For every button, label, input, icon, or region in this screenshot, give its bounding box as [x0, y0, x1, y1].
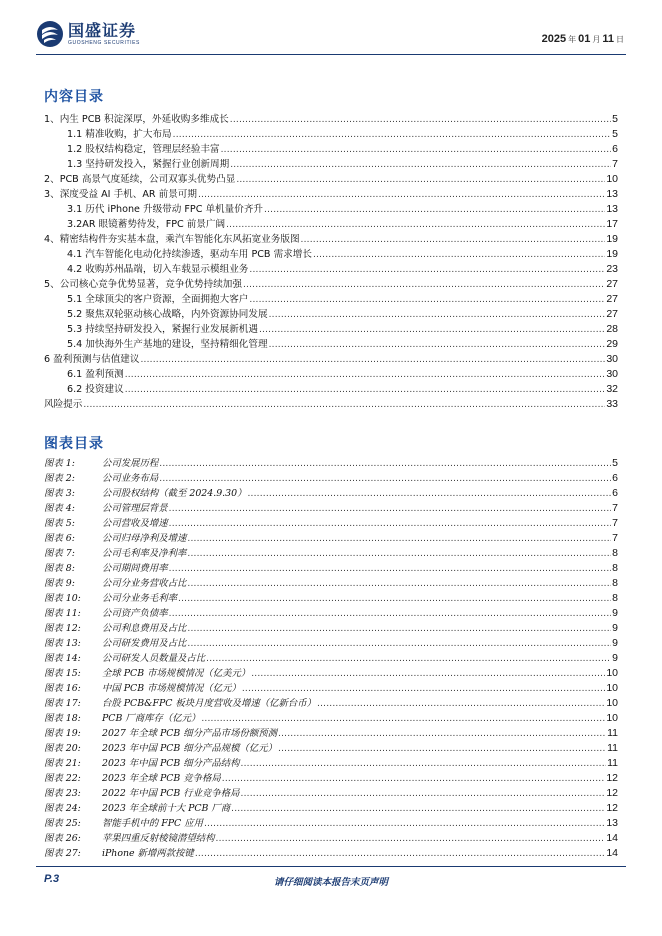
figure-entry-title	[44, 711, 200, 726]
page-number: P.3	[44, 873, 60, 885]
figure-number: 图表 16:	[44, 683, 81, 694]
toc-entry-page: 29	[606, 338, 618, 350]
figure-number: 图表 27:	[44, 848, 81, 859]
figure-entry-page: 8	[612, 547, 618, 559]
dot-leader	[195, 846, 606, 862]
figure-entry-page: 9	[612, 607, 618, 619]
figure-caption: 公司研发费用及占比	[102, 638, 187, 649]
dot-leader	[187, 576, 611, 592]
figure-entry-page: 10	[606, 667, 618, 679]
dot-leader	[159, 471, 611, 487]
figure-caption: 智能手机中的 FPC 应用	[102, 818, 203, 829]
dot-leader	[313, 247, 605, 263]
dot-leader	[230, 112, 611, 128]
toc-entry-page: 17	[606, 218, 618, 230]
figure-caption: 公司分业务营收占比	[102, 578, 187, 589]
dot-leader	[169, 561, 612, 577]
toc-entry[interactable]	[44, 337, 618, 352]
figure-caption: 公司业务布局	[102, 473, 159, 484]
toc-entry-label: 5.2 聚焦双轮驱动核心战略，内外资源协同发展	[67, 309, 268, 320]
figure-number: 图表 15:	[44, 668, 81, 679]
toc-entry[interactable]	[44, 142, 618, 157]
date-day-unit: 日	[616, 35, 624, 44]
toc-entry[interactable]	[44, 307, 618, 322]
toc-entry[interactable]	[44, 262, 618, 277]
figure-entry-page: 9	[612, 622, 618, 634]
figure-entry[interactable]	[44, 471, 618, 486]
figure-entry[interactable]	[44, 486, 618, 501]
figure-caption: PCB 厂商库存（亿元）	[102, 713, 201, 724]
toc-entry-label: 1.3 坚持研发投入，紧握行业创新周期	[67, 159, 230, 170]
figure-entry-title	[44, 606, 168, 621]
figure-number: 图表 3:	[44, 488, 75, 499]
dot-leader	[236, 172, 605, 188]
toc-entry[interactable]	[44, 232, 618, 247]
figure-entry-page: 9	[612, 652, 618, 664]
figure-caption: 公司股权结构（截至 2024.9.30）	[102, 488, 247, 499]
figure-number: 图表 14:	[44, 653, 81, 664]
figure-caption: 公司营收及增速	[102, 518, 168, 529]
figure-entry-page: 14	[606, 832, 618, 844]
figure-entry-page: 10	[606, 697, 618, 709]
figure-entry-page: 12	[606, 787, 618, 799]
figure-entry[interactable]	[44, 681, 618, 696]
figure-entry-page: 11	[607, 757, 618, 769]
figure-entry-title	[44, 591, 177, 606]
figure-entry-title	[44, 456, 158, 471]
figure-entry[interactable]	[44, 771, 618, 786]
date-year: 2025	[541, 33, 567, 45]
toc-entry-page: 19	[606, 248, 618, 260]
figure-number: 图表 20:	[44, 743, 81, 754]
dot-leader	[259, 322, 605, 338]
figure-entry-title	[44, 471, 158, 486]
dot-leader	[173, 127, 612, 143]
dot-leader	[230, 157, 611, 173]
figure-caption: 2023 年中国 PCB 细分产品规模（亿元）	[102, 743, 278, 754]
dot-leader	[125, 382, 606, 398]
figure-caption: 2023 年全球 PCB 竞争格局	[102, 773, 221, 784]
figure-entry-title	[44, 786, 240, 801]
page-header	[0, 0, 662, 56]
figure-entry-title	[44, 546, 186, 561]
toc-entry[interactable]	[44, 112, 618, 127]
toc-heading: 内容目录	[44, 89, 104, 105]
header-divider	[36, 54, 626, 55]
toc-entry-label: 1、内生 PCB 积淀深厚，外延收购多维成长	[44, 114, 229, 125]
dot-leader	[204, 816, 605, 832]
figure-number: 图表 1:	[44, 458, 75, 469]
figure-entry-title	[44, 801, 230, 816]
toc-entry-page: 13	[606, 188, 618, 200]
dot-leader	[301, 232, 606, 248]
toc-entry[interactable]	[44, 127, 618, 142]
figure-entry[interactable]	[44, 636, 618, 651]
figure-entry-title	[44, 741, 277, 756]
figure-number: 图表 19:	[44, 728, 81, 739]
figure-number: 图表 21:	[44, 758, 81, 769]
figure-number: 图表 22:	[44, 773, 81, 784]
figure-entry[interactable]	[44, 831, 618, 846]
toc-entry[interactable]	[44, 322, 618, 337]
figure-entry[interactable]	[44, 606, 618, 621]
figure-caption: 2023 年中国 PCB 细分产品结构	[102, 758, 240, 769]
figure-entry-title	[44, 576, 186, 591]
figure-entry[interactable]	[44, 531, 618, 546]
figure-caption: 台股 PCB&FPC 板块月度营收及增速（亿新台币）	[102, 698, 317, 709]
figure-entry-title	[44, 681, 241, 696]
figure-entry[interactable]	[44, 501, 618, 516]
figure-number: 图表 12:	[44, 623, 81, 634]
toc-entry-label: 5、公司核心竞争优势显著，竞争优势持续加强	[44, 279, 242, 290]
figure-entry[interactable]	[44, 846, 618, 861]
toc-entry-label: 5.3 持续坚持研发投入，紧握行业发展新机遇	[67, 324, 258, 335]
dot-leader	[269, 337, 606, 353]
dot-leader	[187, 531, 611, 547]
dot-leader	[231, 801, 605, 817]
dot-leader	[241, 786, 606, 802]
toc-entry-page: 19	[606, 233, 618, 245]
dot-leader	[169, 606, 612, 622]
toc-entry-label: 5.4 加快海外生产基地的建设，坚持精细化管理	[67, 339, 268, 350]
figure-entry[interactable]	[44, 546, 618, 561]
figure-entry-page: 11	[607, 742, 618, 754]
figure-caption: 公司利息费用及占比	[102, 623, 187, 634]
figure-number: 图表 6:	[44, 533, 75, 544]
footer-divider	[36, 866, 626, 867]
dot-leader	[278, 741, 606, 757]
toc-entry-label: 1.2 股权结构稳定，管理层经验丰富	[67, 144, 220, 155]
figure-caption: 中国 PCB 市场规模情况（亿元）	[102, 683, 241, 694]
figure-list-heading: 图表目录	[44, 436, 104, 452]
dot-leader	[169, 501, 612, 517]
figure-entry[interactable]	[44, 516, 618, 531]
toc-entry-page: 27	[606, 278, 618, 290]
logo-english-name: GUOSHENG SECURITIES	[68, 39, 140, 46]
toc-entry[interactable]	[44, 382, 618, 397]
figure-caption: 全球 PCB 市场规模情况（亿美元）	[102, 668, 251, 679]
figure-entry[interactable]	[44, 801, 618, 816]
company-logo	[36, 20, 140, 48]
figure-number: 图表 2:	[44, 473, 75, 484]
figure-entry-title	[44, 501, 168, 516]
figure-caption: 公司管理层背景	[102, 503, 168, 514]
figure-entry-page: 13	[606, 817, 618, 829]
guosheng-logo-icon	[36, 20, 64, 48]
figure-entry-page: 8	[612, 592, 618, 604]
figure-entry-title	[44, 846, 194, 861]
toc-entry-page: 33	[606, 398, 618, 410]
toc-entry-page: 5	[612, 113, 618, 125]
logo-chinese-name: 国盛证券	[68, 20, 137, 40]
figure-number: 图表 4:	[44, 503, 75, 514]
dot-leader	[247, 486, 611, 502]
toc-entry-page: 30	[606, 368, 618, 380]
toc-entry-label: 3、深度受益 AI 手机、AR 前景可期	[44, 189, 197, 200]
figure-entry-page: 8	[612, 562, 618, 574]
dot-leader	[198, 187, 605, 203]
figure-number: 图表 25:	[44, 818, 81, 829]
toc-entry-page: 6	[612, 143, 618, 155]
figure-caption: iPhone 新增两款按键	[102, 848, 194, 859]
toc-entry-label: 4.2 收购苏州晶端，切入车载显示模组业务	[67, 264, 249, 275]
dot-leader	[141, 352, 606, 368]
figure-entry-page: 7	[612, 532, 618, 544]
dot-leader	[187, 621, 611, 637]
figure-entry-title	[44, 636, 186, 651]
date-month: 01	[578, 33, 591, 45]
figure-number: 图表 23:	[44, 788, 81, 799]
figure-number: 图表 5:	[44, 518, 75, 529]
toc-entry-page: 5	[612, 128, 618, 140]
figure-entry[interactable]	[44, 456, 618, 471]
toc-entry[interactable]	[44, 292, 618, 307]
figure-number: 图表 17:	[44, 698, 81, 709]
toc-entry[interactable]	[44, 172, 618, 187]
dot-leader	[159, 456, 611, 472]
figure-caption: 公司资产负债率	[102, 608, 168, 619]
toc-entry-label: 6.1 盈利预测	[67, 369, 124, 380]
figure-entry-title	[44, 651, 205, 666]
toc-entry[interactable]	[44, 247, 618, 262]
toc-entry-page: 28	[606, 323, 618, 335]
figure-entry-page: 10	[606, 682, 618, 694]
toc-entry-page: 10	[606, 173, 618, 185]
dot-leader	[264, 202, 605, 218]
toc-entry-label: 4、精密结构件夯实基本盘，乘汽车智能化东风拓宽业务版图	[44, 234, 300, 245]
figure-entry-title	[44, 666, 250, 681]
figure-entry-page: 11	[607, 727, 618, 739]
dot-leader	[206, 651, 611, 667]
toc-entry[interactable]	[44, 157, 618, 172]
figure-caption: 2022 年中国 PCB 行业竞争格局	[102, 788, 240, 799]
dot-leader	[278, 726, 606, 742]
figure-entry-title	[44, 531, 186, 546]
figure-entry-title	[44, 756, 240, 771]
toc-entry-label: 2、PCB 高景气度延续，公司双寡头优势凸显	[44, 174, 236, 185]
figure-entry-page: 9	[612, 637, 618, 649]
dot-leader	[221, 142, 612, 158]
toc-entry[interactable]	[44, 397, 618, 412]
dot-leader	[187, 636, 611, 652]
toc-entry-label: 6 盈利预测与估值建议	[44, 354, 140, 365]
figure-entry[interactable]	[44, 726, 618, 741]
figure-number: 图表 26:	[44, 833, 81, 844]
figure-entry[interactable]	[44, 651, 618, 666]
figure-entry-page: 12	[606, 772, 618, 784]
figure-entry[interactable]	[44, 786, 618, 801]
figure-caption: 2027 年全球 PCB 细分产品市场份额预测	[102, 728, 278, 739]
toc-entry-page: 7	[612, 158, 618, 170]
table-of-contents	[44, 112, 618, 412]
toc-entry-label: 3.2AR 眼镜蓄势待发，FPC 前景广阔	[67, 219, 226, 230]
toc-entry[interactable]	[44, 352, 618, 367]
figure-entry-page: 5	[612, 457, 618, 469]
date-year-unit: 年	[568, 35, 577, 44]
dot-leader	[125, 367, 606, 383]
report-date	[542, 33, 626, 45]
dot-leader	[242, 681, 605, 697]
figure-caption: 2023 年全球前十大 PCB 厂商	[102, 803, 231, 814]
figure-entry[interactable]	[44, 591, 618, 606]
toc-entry-label: 4.1 汽车智能化电动化持续渗透，驱动车用 PCB 需求增长	[67, 249, 312, 260]
toc-entry-label: 6.2 投资建议	[67, 384, 124, 395]
figure-entry-page: 8	[612, 577, 618, 589]
date-day: 11	[602, 33, 614, 45]
dot-leader	[201, 711, 605, 727]
dot-leader	[226, 217, 605, 233]
figure-entry[interactable]	[44, 621, 618, 636]
figure-caption: 公司研发人员数量及占比	[102, 653, 206, 664]
figure-caption: 苹果四重反射棱镜潜望结构	[102, 833, 215, 844]
dot-leader	[222, 771, 606, 787]
figure-entry-title	[44, 516, 168, 531]
figure-entry-page: 14	[606, 847, 618, 859]
figure-entry[interactable]	[44, 756, 618, 771]
figure-caption: 公司分业务毛利率	[102, 593, 178, 604]
figure-entry-page: 10	[606, 712, 618, 724]
toc-entry[interactable]	[44, 217, 618, 232]
figure-entry-page: 6	[612, 487, 618, 499]
toc-entry-page: 13	[606, 203, 618, 215]
figure-entry[interactable]	[44, 711, 618, 726]
figure-entry-page: 7	[612, 502, 618, 514]
dot-leader	[251, 666, 605, 682]
figure-entry-title	[44, 816, 203, 831]
toc-entry-label: 1.1 精准收购，扩大布局	[67, 129, 172, 140]
dot-leader	[169, 516, 612, 532]
figure-entry-title	[44, 831, 215, 846]
dot-leader	[178, 591, 611, 607]
toc-entry[interactable]	[44, 187, 618, 202]
figure-entry-page: 12	[606, 802, 618, 814]
toc-entry-page: 23	[606, 263, 618, 275]
dot-leader	[243, 277, 605, 293]
figure-number: 图表 10:	[44, 593, 81, 604]
figure-number: 图表 9:	[44, 578, 75, 589]
toc-entry-page: 27	[606, 308, 618, 320]
figure-entry[interactable]	[44, 816, 618, 831]
toc-entry-page: 30	[606, 353, 618, 365]
toc-entry-page: 27	[606, 293, 618, 305]
figure-entry-title	[44, 561, 168, 576]
date-month-unit: 月	[592, 35, 601, 44]
dot-leader	[249, 262, 605, 278]
dot-leader	[187, 546, 611, 562]
dot-leader	[269, 307, 606, 323]
toc-entry[interactable]	[44, 277, 618, 292]
figure-number: 图表 8:	[44, 563, 75, 574]
figure-number: 图表 18:	[44, 713, 81, 724]
figure-list	[44, 456, 618, 861]
footer-disclaimer: 请仔细阅读本报告末页声明	[273, 877, 388, 888]
figure-entry-title	[44, 771, 221, 786]
toc-entry-page: 32	[606, 383, 618, 395]
toc-entry[interactable]	[44, 202, 618, 217]
dot-leader	[83, 397, 605, 413]
dot-leader	[241, 756, 607, 772]
figure-number: 图表 24:	[44, 803, 81, 814]
figure-entry[interactable]	[44, 696, 618, 711]
toc-entry-label: 风险提示	[44, 399, 83, 410]
dot-leader	[249, 292, 605, 308]
figure-caption: 公司期间费用率	[102, 563, 168, 574]
figure-number: 图表 11:	[44, 608, 81, 619]
figure-entry[interactable]	[44, 576, 618, 591]
figure-entry-page: 7	[612, 517, 618, 529]
toc-entry-label: 5.1 全球顶尖的客户资源，全面拥抱大客户	[67, 294, 249, 305]
figure-entry[interactable]	[44, 741, 618, 756]
dot-leader	[216, 831, 606, 847]
figure-entry-title	[44, 726, 277, 741]
figure-entry-title	[44, 486, 246, 501]
figure-caption: 公司归母净利及增速	[102, 533, 187, 544]
dot-leader	[317, 696, 605, 712]
figure-number: 图表 7:	[44, 548, 75, 559]
figure-entry[interactable]	[44, 666, 618, 681]
toc-entry[interactable]	[44, 367, 618, 382]
figure-entry[interactable]	[44, 561, 618, 576]
figure-number: 图表 13:	[44, 638, 81, 649]
figure-entry-title	[44, 621, 186, 636]
figure-caption: 公司毛利率及净利率	[102, 548, 187, 559]
toc-entry-label: 3.1 历代 iPhone 升级带动 FPC 单机量价齐升	[67, 204, 264, 215]
figure-entry-page: 6	[612, 472, 618, 484]
figure-caption: 公司发展历程	[102, 458, 159, 469]
figure-entry-title	[44, 696, 316, 711]
